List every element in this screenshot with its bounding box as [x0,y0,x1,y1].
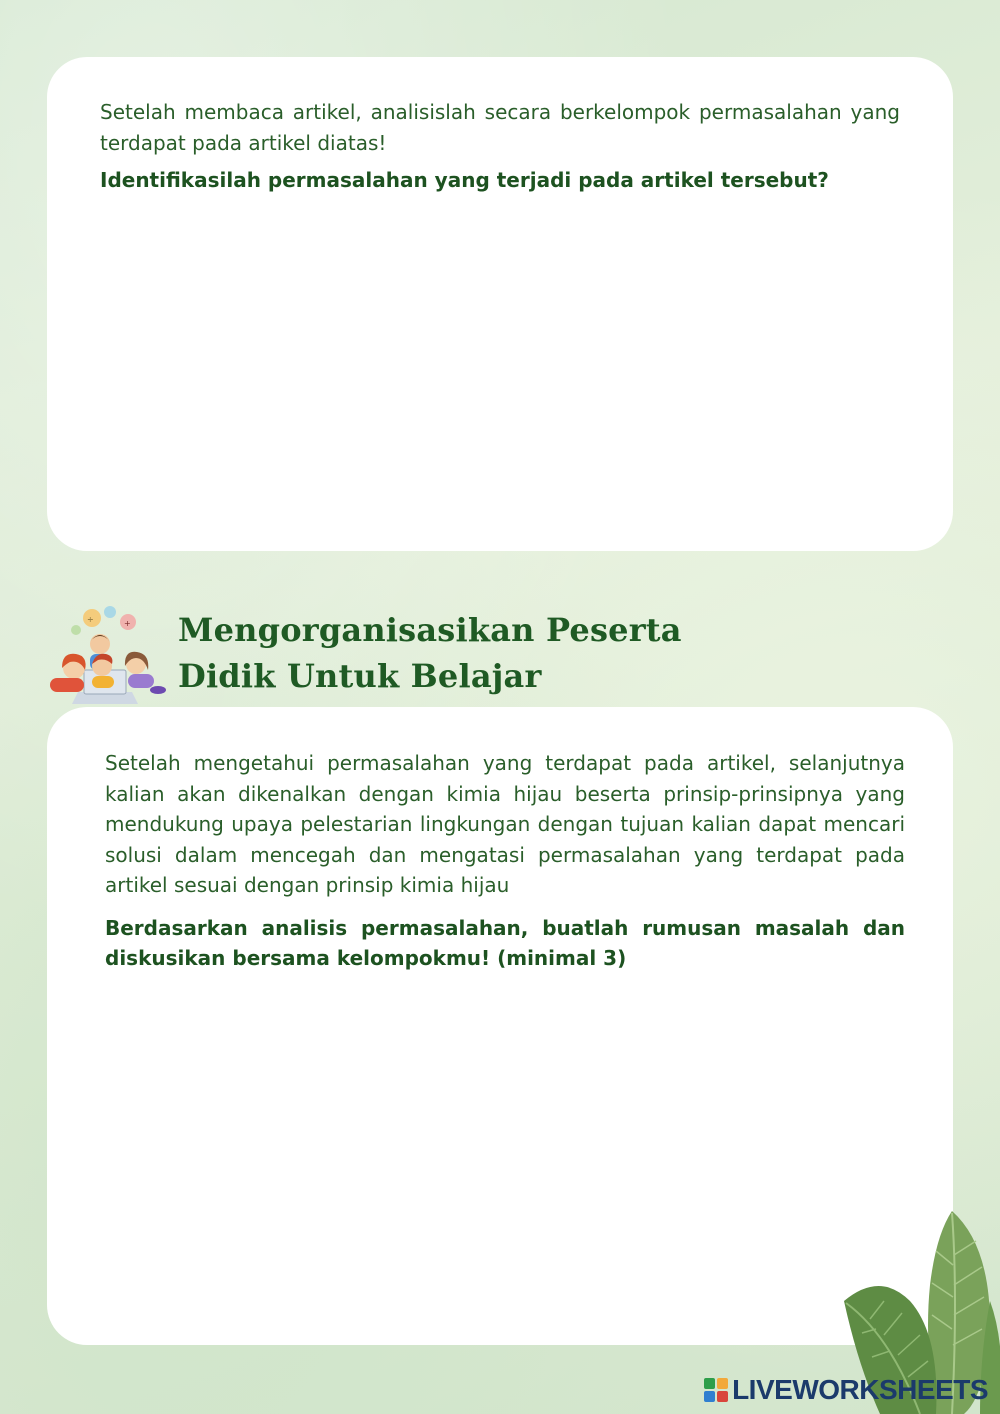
answer-card-identification[interactable] [47,57,953,551]
svg-text:+: + [124,619,131,628]
question-text: Berdasarkan analisis permasalahan, buatlah rumusan masalah dan diskusikan bersama kelompokmu! (minimal 3) [105,916,905,970]
brand-text: LIVEWORKSHEETS [732,1374,988,1405]
question-text: Identifikasilah permasalahan yang terjadi pada artikel tersebut? [100,168,829,192]
section-title-line-1: Mengorganisasikan Peserta [178,611,682,649]
section-title [178,607,682,699]
svg-text:÷: ÷ [87,615,94,624]
liveworksheets-brand [704,1376,988,1404]
instruction-paragraph: Setelah membaca artikel, analisislah secara berkelompok permasalahan yang terdapat pada artikel diatas! [100,100,900,155]
liveworksheets-logo-icon [704,1378,728,1402]
kids-learning-illustration [40,600,170,708]
answer-card-problem-formulation[interactable] [47,707,953,1345]
section-title-line-2: Didik Untuk Belajar [178,657,542,695]
instruction-paragraph: Setelah mengetahui permasalahan yang terdapat pada artikel, selanjutnya kalian akan dikenalkan dengan kimia hijau beserta prinsip-prinsipnya yang mendukung upaya pelestarian lingkungan dengan tujuan kalian dapat mencari solusi dalam mencegah dan mengatasi permasalahan yang terdapat pada artikel sesuai dengan prinsip kimia hijau [105,751,905,897]
